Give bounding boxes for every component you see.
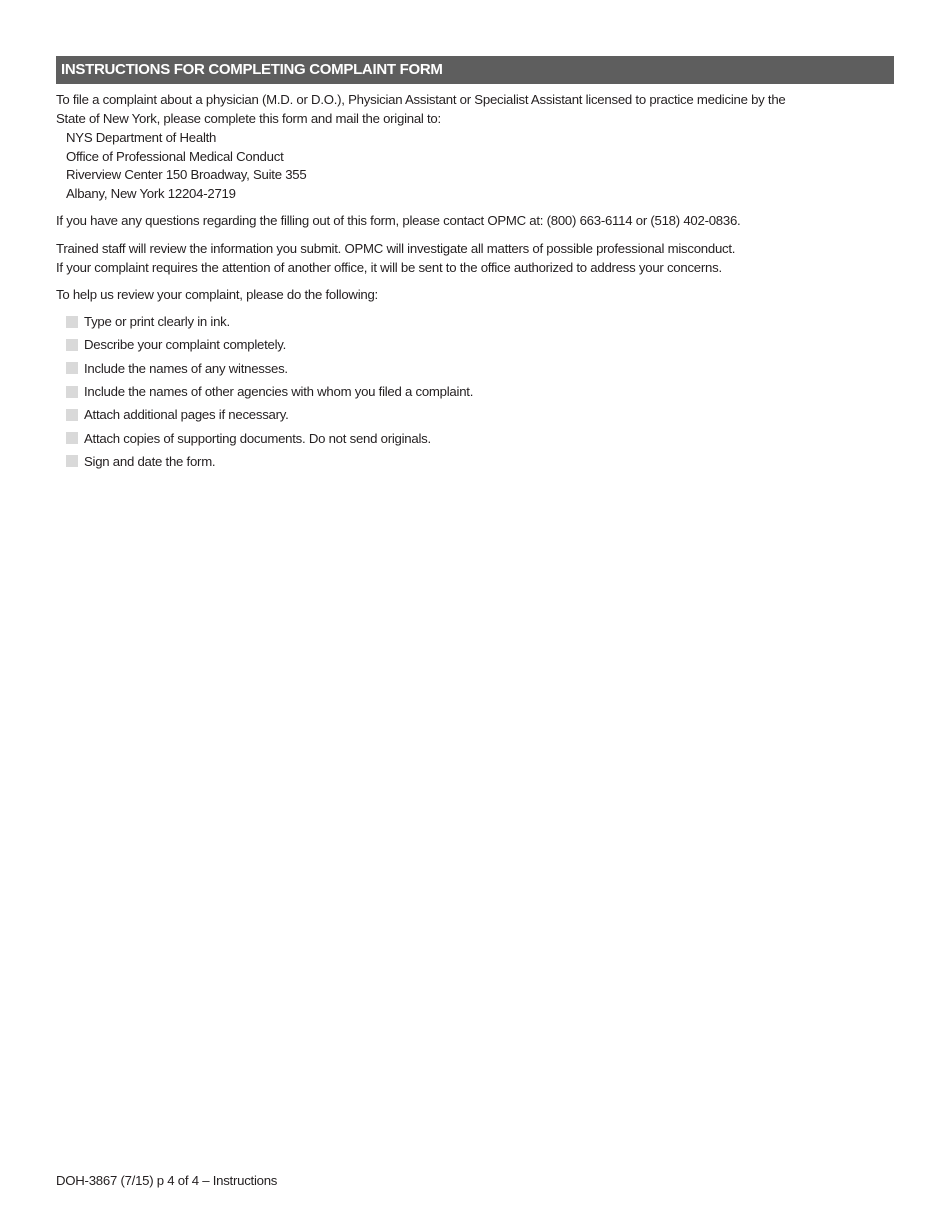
checklist-item-label: Sign and date the form. <box>84 453 216 469</box>
help-text: To help us review your complaint, please do the following: <box>56 287 378 302</box>
intro-line-1: To file a complaint about a physician (M.D. or D.O.), Physician Assistant or Specialist Assistant licensed to practice medicine by the <box>56 92 786 107</box>
checklist-item-label: Attach additional pages if necessary. <box>84 407 289 423</box>
checklist-item <box>66 380 473 403</box>
review-paragraph <box>56 240 876 277</box>
questions-paragraph <box>56 212 876 231</box>
mailing-address <box>66 129 306 204</box>
checklist-item <box>66 310 473 333</box>
checklist-item <box>66 450 473 473</box>
checklist-item-label: Type or print clearly in ink. <box>84 314 230 330</box>
checkbox[interactable] <box>66 339 78 351</box>
intro-paragraph <box>56 91 876 128</box>
address-line: Albany, New York 12204-2719 <box>66 186 236 202</box>
review-line-2: If your complaint requires the attention of another office, it will be sent to the office authorized to address your concerns. <box>56 259 722 275</box>
checklist-item <box>66 333 473 356</box>
section-title: INSTRUCTIONS FOR COMPLETING COMPLAINT FORM <box>61 61 443 78</box>
checklist-item <box>66 426 473 449</box>
address-line: Riverview Center 150 Broadway, Suite 355 <box>66 167 307 183</box>
intro-line-2: State of New York, please complete this form and mail the original to: <box>56 110 441 126</box>
checkbox[interactable] <box>66 432 78 444</box>
section-header <box>56 56 894 84</box>
checklist-item <box>66 403 473 426</box>
checklist-item-label: Include the names of any witnesses. <box>84 360 288 376</box>
checklist-item-label: Include the names of other agencies with whom you filed a complaint. <box>84 384 474 400</box>
address-line: Office of Professional Medical Conduct <box>66 148 284 164</box>
questions-text: If you have any questions regarding the filling out of this form, please contact OPMC at: (800) 663-6114 or (518) 402-0836. <box>56 213 741 228</box>
checklist-item <box>66 357 473 380</box>
checkbox[interactable] <box>66 362 78 374</box>
checkbox[interactable] <box>66 386 78 398</box>
checklist-item-label: Attach copies of supporting documents. Do not send originals. <box>84 430 431 446</box>
checkbox[interactable] <box>66 316 78 328</box>
form-footer: DOH-3867 (7/15) p 4 of 4 – Instructions <box>56 1173 278 1188</box>
checkbox[interactable] <box>66 409 78 421</box>
instruction-checklist <box>66 310 473 473</box>
address-line: NYS Department of Health <box>66 130 217 145</box>
review-line-1: Trained staff will review the information you submit. OPMC will investigate all matters of possible professional misconduct. <box>56 241 736 256</box>
checklist-item-label: Describe your complaint completely. <box>84 337 287 353</box>
checkbox[interactable] <box>66 455 78 467</box>
help-paragraph <box>56 286 876 305</box>
